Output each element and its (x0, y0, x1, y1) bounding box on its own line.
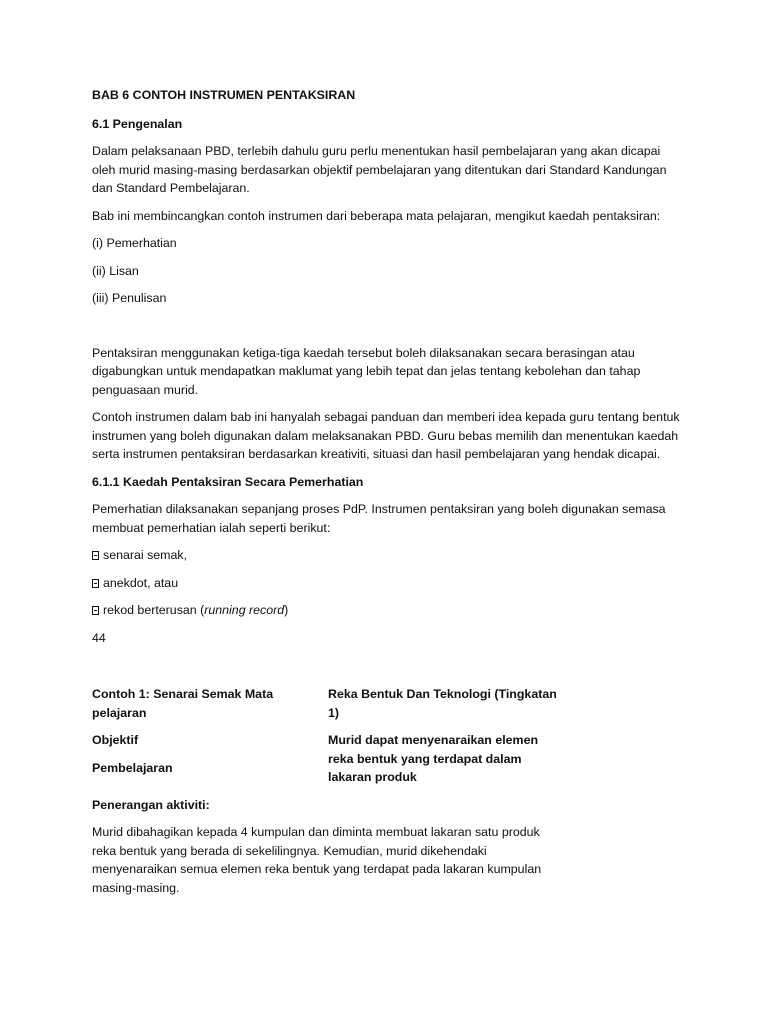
example-title-row (92, 685, 562, 722)
list-item-running-record (92, 601, 682, 620)
list-item-text: anekdot, atau (103, 575, 179, 590)
guidance-paragraph: Contoh instrumen dalam bab ini hanyalah sebagai panduan dan memberi idea kepada guru tentang bentuk instrumen yang boleh digunakan dalam melaksanakan PBD. Guru bebas memilih dan menentukan kaedah serta instrumen pentaksiran berdasarkan kreativiti, situasi dan hasil pembelajaran yang hendak dicapai. (92, 410, 680, 461)
activity-description: Murid dibahagikan kepada 4 kumpulan dan diminta membuat lakaran satu produk reka bentuk yang berada di sekelilingnya. Kemudian, murid dikehendaki menyenaraikan semua elemen reka bentuk yang terdapat pada lakaran kumpulan masing-masing. (92, 825, 542, 895)
methods-intro-paragraph: Bab ini membincangkan contoh instrumen dari beberapa mata pelajaran, mengikut kaedah pentaksiran: (92, 208, 661, 223)
observation-paragraph: Pemerhatian dilaksanakan sepanjang proses PdP. Instrumen pentaksiran yang boleh digunakan semasa membuat pemerhatian ialah seperti berikut: (92, 502, 666, 535)
objective-value: Murid dapat menyenaraikan elemen reka bentuk yang terdapat dalam lakaran produk (328, 733, 539, 784)
example-info-table (92, 685, 562, 787)
document-body (92, 86, 682, 897)
chapter-title: BAB 6 CONTOH INSTRUMEN PENTAKSIRAN (92, 88, 356, 102)
list-item-tail-text: ) (284, 603, 289, 617)
section-heading-6-1-1: 6.1.1 Kaedah Pentaksiran Secara Pemerhatian (92, 474, 364, 489)
method-item-observation: (i) Pemerhatian (92, 236, 177, 250)
box-bullet-icon (92, 579, 99, 588)
list-item-italic-text: running record (204, 603, 285, 617)
page-number: 44 (92, 630, 106, 645)
list-item-checklist (92, 546, 682, 565)
objective-label-continued: Pembelajaran (92, 760, 173, 775)
objective-label-cell (92, 731, 328, 787)
intro-paragraph: Dalam pelaksanaan PBD, terlebih dahulu guru perlu menentukan hasil pembelajaran yang akan dicapai oleh murid masing-masing berdasarkan objektif pembelajaran yang ditentukan dari Standard Kandungan dan Standard Pembelajaran. (92, 144, 667, 195)
box-bullet-icon (92, 606, 99, 615)
example-title: Contoh 1: Senarai Semak Mata pelajaran (92, 687, 274, 720)
list-item-text: senarai semak, (103, 548, 188, 562)
example-objective-row (92, 731, 562, 787)
box-bullet-icon (92, 551, 99, 560)
list-item-text: rekod berterusan ( (103, 603, 205, 617)
method-item-oral: (ii) Lisan (92, 263, 139, 278)
list-item-anecdote (92, 574, 682, 593)
objective-label: Objektif (92, 733, 139, 747)
combined-methods-paragraph: Pentaksiran menggunakan ketiga-tiga kaedah tersebut boleh dilaksanakan secara berasingan atau digabungkan untuk mendapatkan maklumat yang lebih tepat dan jelas tentang kebolehan dan tahap penguasaan murid. (92, 345, 641, 397)
activity-heading: Penerangan aktiviti: (92, 797, 210, 812)
example-subject: Reka Bentuk Dan Teknologi (Tingkatan 1) (328, 687, 557, 720)
section-heading-6-1: 6.1 Pengenalan (92, 116, 183, 131)
method-item-written: (iii) Penulisan (92, 291, 167, 305)
